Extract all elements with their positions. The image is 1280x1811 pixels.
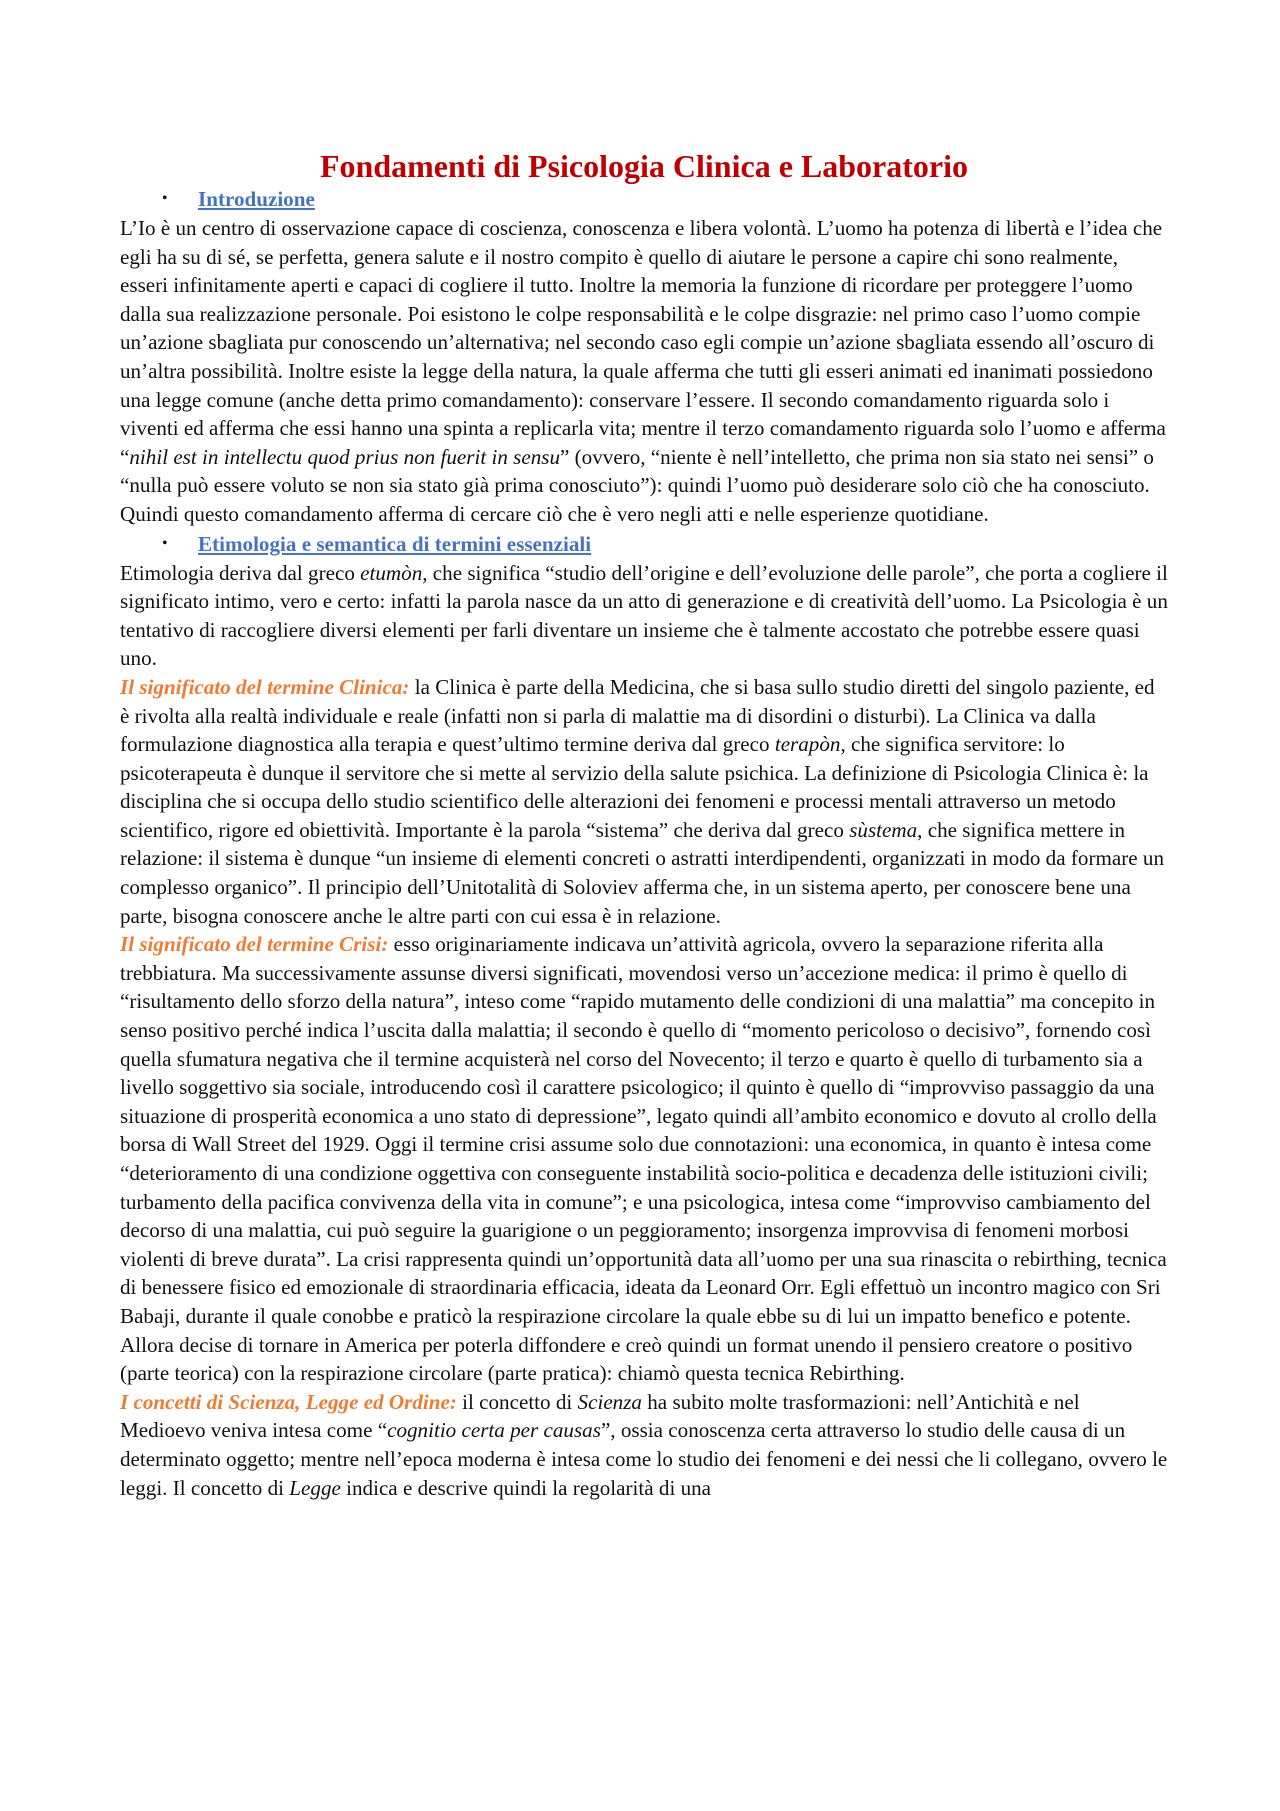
- section-heading-introduzione: [120, 184, 1168, 214]
- document-page: [120, 146, 1168, 1502]
- greek-term: sùstema: [849, 817, 918, 842]
- text-run: che significa “studio dell’origine e dell’evoluzione delle parole”, che porta a cogliere il significato intimo, vero e certo: infatti la parola nasce da un atto di generazione e di creatività dell’uomo. La Psicologia è un tentativo di raccogliere diversi elementi per farli diventare un insieme che è talmente accostato che potrebbe essere quasi uno.: [120, 560, 1168, 671]
- text-run: L’Io è un centro di osservazione capace di coscienza, conoscenza e libera volontà. L’uomo ha potenza di libertà e l’idea che egli ha su di sé, se perfetta, genera salute e il nostro compito è quello di aiutare le persone a capire chi sono realmente, esseri infinitamente aperti e capaci di cogliere il tutto. Inoltre la memoria la funzione di ricordare per proteggere l’uomo dalla sua realizzazione personale. Poi esistono le colpe responsabilità e le colpe disgrazie: nel primo caso l’uomo compie un’azione sbagliata pur conoscendo un’alternativa; nel secondo caso egli compie un’azione sbagliata essendo all’oscuro di un’altra possibilità. Inoltre esiste la legge della natura, la quale afferma che tutti gli esseri animati ed inanimati possiedono una legge comune (anche detta primo comandamento): conservare l’essere. Il secondo comandamento riguarda solo i viventi ed afferma che essi hanno una spinta a replicarla vita; mentre il terzo comandamento riguarda solo l’uomo e afferma “: [120, 216, 1166, 469]
- term: Scienza: [577, 1389, 642, 1414]
- greek-term: terapòn: [774, 732, 841, 757]
- bullet-icon: •: [162, 534, 168, 552]
- paragraph-clinica: [120, 673, 1168, 930]
- paragraph-introduzione: [120, 214, 1168, 529]
- paragraph-etimologia: [120, 559, 1168, 673]
- paragraph-scienza: [120, 1388, 1168, 1502]
- text-run: ”, ossia conoscenza certa attraverso lo studio delle causa di un determinato oggetto; mentre nell’epoca moderna è intesa come lo studio dei fenomeni e dei nessi che li collegano, ovvero le leggi. Il concetto di: [120, 1418, 1168, 1500]
- text-run: la Clinica è parte della Medicina, che si basa sullo studio diretti del singolo paziente, ed è rivolta alla realtà individuale e reale (infatti non si parla di malattie ma di disordini o disturbi). La Clinica va dalla formulazione diagnostica alla terapia e quest’ultimo termine deriva dal greco: [120, 674, 1155, 757]
- latin-quote: cognitio certa per causas: [387, 1418, 601, 1443]
- section-heading-label: Introduzione: [198, 187, 315, 211]
- subheading-crisi: Il significato del termine Crisi:: [120, 932, 389, 957]
- text-run: Etimologia deriva dal greco: [120, 560, 361, 585]
- latin-quote: nihil est in intellectu quod prius non fuerit in sensu: [129, 444, 561, 469]
- paragraph-crisi: [120, 930, 1168, 1388]
- text-run: ha subito molte trasformazioni: nell’Antichità e nel Medioevo veniva intesa come “: [120, 1389, 1080, 1443]
- section-heading-etimologia: [120, 529, 1168, 559]
- text-run: , che significa servitore: lo psicoterapeuta è dunque il servitore che si mette al servizio della salute psichica. La definizione di Psicologia Clinica è: la disciplina che si occupa dello studio scientifico delle alterazioni dei fenomeni e processi mentali attraverso un metodo scientifico, rigore ed obiettività. Importante è la parola “sistema” che deriva dal greco: [120, 732, 1149, 842]
- subheading-clinica: Il significato del termine Clinica:: [120, 674, 410, 699]
- page-title: Fondamenti di Psicologia Clinica e Laboratorio: [320, 148, 968, 184]
- text-run: ” (ovvero, “niente è nell’intelletto, che prima non sia stato nei sensi” o “nulla può essere voluto se non sia stato già prima conosciuto”): quindi l’uomo può desiderare solo ciò che ha conosciuto. Quindi questo comandamento afferma di cercare ciò che è vero negli atti e nelle esperienze quotidiane.: [120, 444, 1154, 526]
- greek-term: etumòn,: [360, 560, 428, 585]
- subheading-scienza: I concetti di Scienza, Legge ed Ordine:: [120, 1389, 457, 1414]
- text-run: indica e descrive quindi la regolarità di una: [340, 1475, 712, 1500]
- term: Legge: [289, 1475, 341, 1500]
- section-heading-label: Etimologia e semantica di termini essenziali: [198, 531, 592, 556]
- bullet-icon: •: [162, 190, 168, 207]
- text-run: , che significa mettere in relazione: il sistema è dunque “un insieme di elementi concreti o astratti interdipendenti, organizzati in modo da formare un complesso organico”. Il principio dell’Unitotalità di Soloviev afferma che, in un sistema aperto, per conoscere bene una parte, bisogna conoscere anche le altre parti con cui essa è in relazione.: [120, 817, 1164, 928]
- text-run: il concetto di: [456, 1389, 578, 1414]
- text-run: esso originariamente indicava un’attività agricola, ovvero la separazione riferita alla trebbiatura. Ma successivamente assunse diversi significati, movendosi verso un’accezione medica: il primo è quello di “risultamento dello sforzo della natura”, inteso come “rapido mutamento delle condizioni di una malattia” ma concepito in senso positivo perché indica l’uscita dalla malattia; il secondo è quello di “momento pericoloso o decisivo”, fornendo così quella sfumatura negativa che il termine acquisterà nel corso del Novecento; il terzo e quarto è quello di turbamento sia a livello soggettivo sia sociale, introducendo così il carattere psicologico; il quinto è quello di “improvviso passaggio da una situazione di prosperità economica a uno stato di depressione”, legato quindi all’ambito economico e dovuto al crollo della borsa di Wall Street del 1929. Oggi il termine crisi assume solo due connotazioni: una economica, in quanto è intesa come “deterioramento di una condizione oggettiva con conseguente instabilità socio-politica e decadenza delle istituzioni civili; turbamento della pacifica convivenza della vita in comune”; e una psicologica, intesa come “improvviso cambiamento del decorso di una malattia, cui può seguire la guarigione o un peggioramento; insorgenza improvvisa di fenomeni morbosi violenti di breve durata”. La crisi rappresenta quindi un’opportunità data all’uomo per una sua rinascita o rebirthing, tecnica di benessere fisico ed emozionale di straordinaria efficacia, ideata da Leonard Orr. Egli effettuò un incontro magico con Sri Babaji, durante il quale conobbe e praticò la respirazione circolare la quale ebbe su di lui un impatto benefico e potente. Allora decise di tornare in America per poterla diffondere e creò quindi un format unendo il pensiero creatore o positivo (parte teorica) con la respirazione circolare (parte pratica): chiamò questa tecnica Rebirthing.: [120, 932, 1167, 1386]
